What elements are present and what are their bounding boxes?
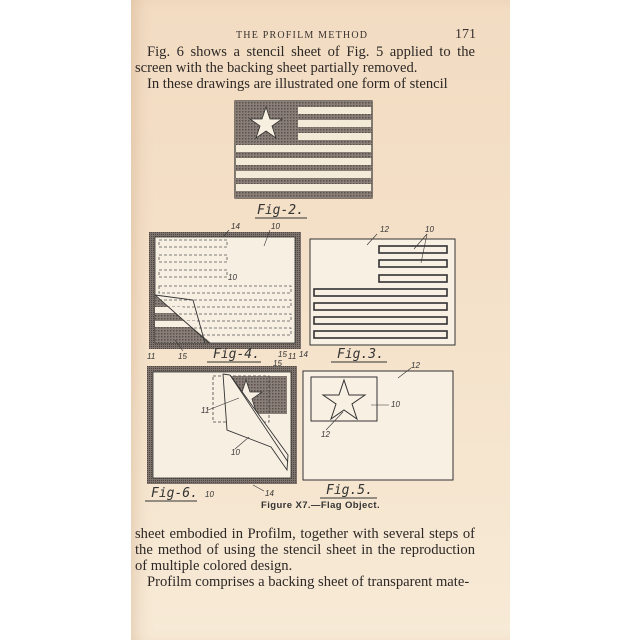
svg-text:15: 15 <box>273 359 282 368</box>
svg-text:10: 10 <box>391 400 400 409</box>
svg-text:12: 12 <box>411 361 420 370</box>
svg-text:14: 14 <box>299 350 308 359</box>
fig-4-stencil <box>147 222 308 362</box>
fig-3-stencil <box>310 225 455 362</box>
svg-text:11: 11 <box>288 352 297 361</box>
svg-text:10: 10 <box>228 273 237 282</box>
svg-text:10: 10 <box>425 225 434 234</box>
svg-text:14: 14 <box>231 222 240 231</box>
svg-text:11: 11 <box>147 352 156 361</box>
fig-4-label: Fig-4. <box>213 347 260 362</box>
fig-5-stencil-sheet <box>303 361 453 498</box>
fig-3-label: Fig.3. <box>337 347 384 362</box>
svg-text:10: 10 <box>231 448 240 457</box>
svg-text:11: 11 <box>201 406 210 415</box>
svg-text:12: 12 <box>321 430 330 439</box>
paragraph-profilm-composition: Profilm comprises a backing sheet of transparent mate- <box>147 574 470 590</box>
paragraph-stencil-intro: In these drawings are illustrated one form of stencil <box>147 76 448 92</box>
svg-text:15: 15 <box>278 350 287 359</box>
svg-text:10: 10 <box>271 222 280 231</box>
running-head-title: THE PROFILM METHOD <box>236 30 369 41</box>
paragraph-fig6-description: Fig. 6 shows a stencil sheet of Fig. 5 applied to the screen with the backing sheet partially removed. <box>135 44 475 76</box>
svg-text:15: 15 <box>178 352 187 361</box>
fig-2-label: Fig-2. <box>257 203 304 218</box>
paragraph-bottom <box>135 526 475 590</box>
fig-6-label: Fig-6. <box>151 486 198 501</box>
paragraph-profilm-embodiment: sheet embodied in Profilm, together with several steps of the method of using the stencil sheet in the reproduction of multiple colored design. <box>135 526 475 574</box>
fig-6-stencil-applied <box>145 359 297 501</box>
svg-text:14: 14 <box>265 489 274 498</box>
svg-text:10: 10 <box>205 490 214 499</box>
svg-text:12: 12 <box>380 225 389 234</box>
fig-2-flag <box>235 101 372 218</box>
page-number: 171 <box>455 27 476 42</box>
figure-caption: Figure X7.—Flag Object. <box>261 500 380 511</box>
fig-5-label: Fig.5. <box>326 483 373 498</box>
book-page <box>131 0 510 640</box>
